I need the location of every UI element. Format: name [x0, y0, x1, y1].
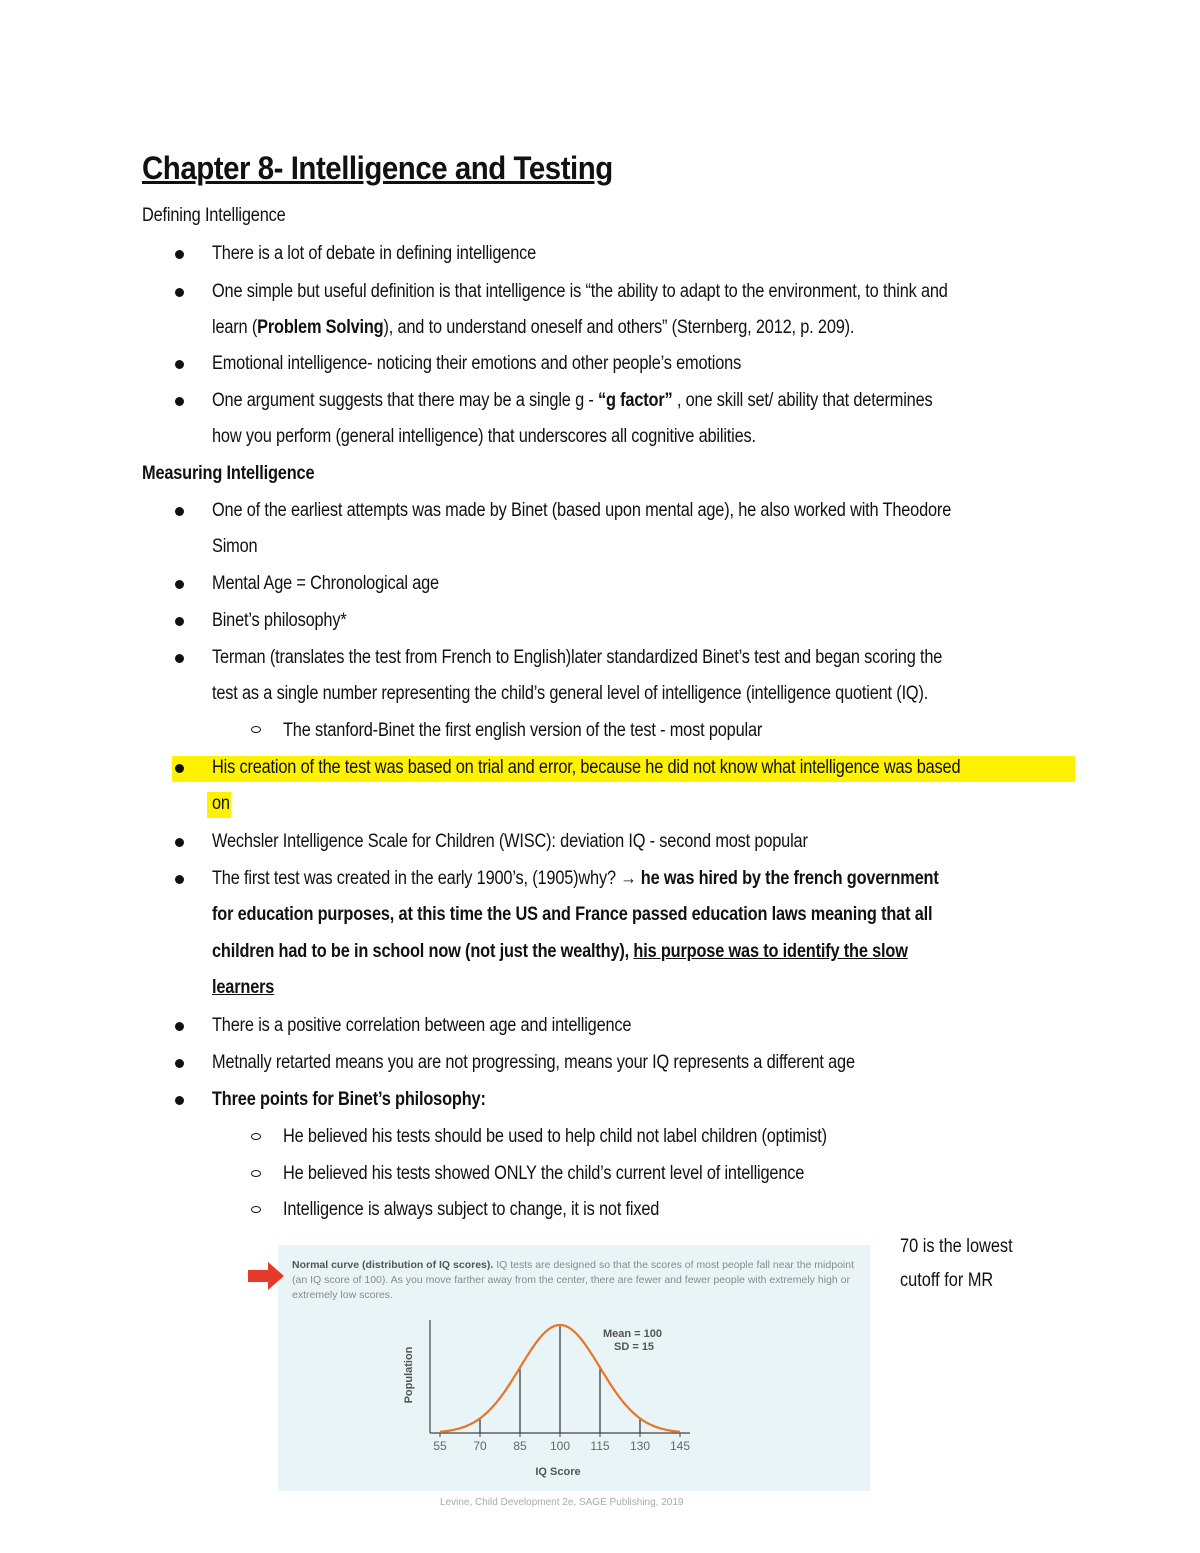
text-run: , one skill set/ ability that determines [672, 390, 933, 411]
list-item-continued [212, 940, 908, 964]
bullet-icon [175, 360, 184, 369]
hollow-bullet-icon [251, 1170, 261, 1177]
bullet-icon [175, 764, 184, 773]
bullet-icon [175, 875, 184, 884]
text-run: learn ( [212, 317, 258, 338]
bold-text: Problem Solving [257, 317, 384, 338]
list-item: Terman (translates the test from French to English)later standardized Binet’s test and began scoring the [212, 647, 943, 668]
hollow-bullet-icon [251, 1133, 261, 1140]
underlined-text: his purpose was to identify the slow [633, 941, 908, 962]
bullet-icon [175, 1059, 184, 1068]
list-item: Metnally retarted means you are not progressing, means your IQ represents a different age [212, 1052, 855, 1073]
list-item [212, 389, 933, 413]
bullet-icon [175, 1022, 184, 1031]
figure-caption [292, 1258, 862, 1303]
text-run: ), and to understand oneself and others” (Sternberg, 2012, p. 209). [383, 317, 855, 338]
side-note [900, 1230, 1013, 1298]
hollow-bullet-icon [251, 1206, 261, 1213]
iq-distribution-chart [390, 1315, 710, 1480]
sub-list-item: He believed his tests showed ONLY the child’s current level of intelligence [283, 1163, 805, 1184]
x-tick-label-145: 145 [669, 1439, 691, 1453]
list-item: Binet’s philosophy* [212, 610, 347, 631]
bullet-icon [175, 397, 184, 406]
sub-list-item: Intelligence is always subject to change, it is not fixed [283, 1199, 660, 1220]
bold-text: he was hired by the french government [640, 868, 939, 889]
list-item: Emotional intelligence- noticing their emotions and other people’s emotions [212, 353, 742, 374]
text-run: The first test was created in the early 1900’s, (1905)why? → [212, 868, 641, 889]
sub-list-item: He believed his tests should be used to help child not label children (optimist) [283, 1126, 827, 1147]
list-item: Mental Age = Chronological age [212, 573, 439, 594]
x-axis-label: IQ Score [535, 1466, 581, 1478]
list-item: There is a lot of debate in defining intelligence [212, 243, 537, 264]
sub-list-item: The stanford-Binet the first english version of the test - most popular [283, 720, 763, 741]
bullet-icon [175, 617, 184, 626]
list-item-continued: Simon [212, 536, 258, 557]
list-item: Three points for Binet’s philosophy: [212, 1089, 486, 1110]
bullet-icon [175, 288, 184, 297]
bullet-icon [175, 507, 184, 516]
caption-text: IQ tests are designed so that the scores of most people fall near the midpoint (an IQ score of 100). As you move farther away from the center, there are fewer and fewer people with extremely high or extremely low scores. [292, 1259, 854, 1301]
section-heading-defining: Defining Intelligence [142, 205, 286, 226]
bullet-icon [175, 580, 184, 589]
bullet-icon [175, 250, 184, 259]
y-axis-label: Population [403, 1346, 415, 1404]
sd-label: SD = 15 [614, 1341, 655, 1353]
caption-bold: Normal curve (distribution of IQ scores). [292, 1259, 494, 1271]
page-title: Chapter 8- Intelligence and Testing [142, 150, 613, 186]
list-item-continued: for education purposes, at this time the US and France passed education laws meaning that all [212, 904, 933, 925]
list-item [212, 867, 939, 891]
list-item-continued: learners [212, 977, 275, 998]
list-item: One of the earliest attempts was made by Binet (based upon mental age), he also worked with Theodore [212, 500, 952, 521]
bullet-icon [175, 1096, 184, 1105]
red-arrow-icon [248, 1262, 286, 1290]
bold-text: “g factor” [597, 390, 673, 411]
figure-credit: Levine, Child Development 2e, SAGE Publishing, 2019 [440, 1497, 684, 1508]
section-heading-measuring: Measuring Intelligence [142, 463, 315, 484]
x-tick-label-100: 100 [549, 1439, 571, 1453]
x-tick-label-85: 85 [513, 1439, 527, 1453]
list-item-continued: how you perform (general intelligence) that underscores all cognitive abilities. [212, 426, 756, 447]
mean-label: Mean = 100 [603, 1328, 663, 1340]
side-note-line: 70 is the lowest [900, 1236, 1013, 1257]
list-item-continued: on [212, 793, 230, 814]
list-item-continued: test as a single number representing the child’s general level of intelligence (intelligence quotient (IQ). [212, 683, 929, 704]
x-tick-label-130: 130 [629, 1439, 651, 1453]
hollow-bullet-icon [251, 726, 261, 733]
text-run: One argument suggests that there may be a single g - [212, 390, 598, 411]
list-item-continued [212, 316, 854, 340]
x-tick-label-70: 70 [473, 1439, 487, 1453]
x-tick-label-115: 115 [590, 1439, 610, 1453]
list-item: There is a positive correlation between age and intelligence [212, 1015, 632, 1036]
bullet-icon [175, 838, 184, 847]
list-item: Wechsler Intelligence Scale for Children (WISC): deviation IQ - second most popular [212, 831, 808, 852]
list-item-highlighted: His creation of the test was based on trial and error, because he did not know what intelligence was based [212, 757, 961, 778]
bullet-icon [175, 654, 184, 663]
x-tick-label-55: 55 [433, 1439, 447, 1453]
side-note-line: cutoff for MR [900, 1270, 994, 1291]
bold-text: children had to be in school now (not just the wealthy), [212, 941, 634, 962]
list-item: One simple but useful definition is that intelligence is “the ability to adapt to the environment, to think and [212, 281, 948, 302]
